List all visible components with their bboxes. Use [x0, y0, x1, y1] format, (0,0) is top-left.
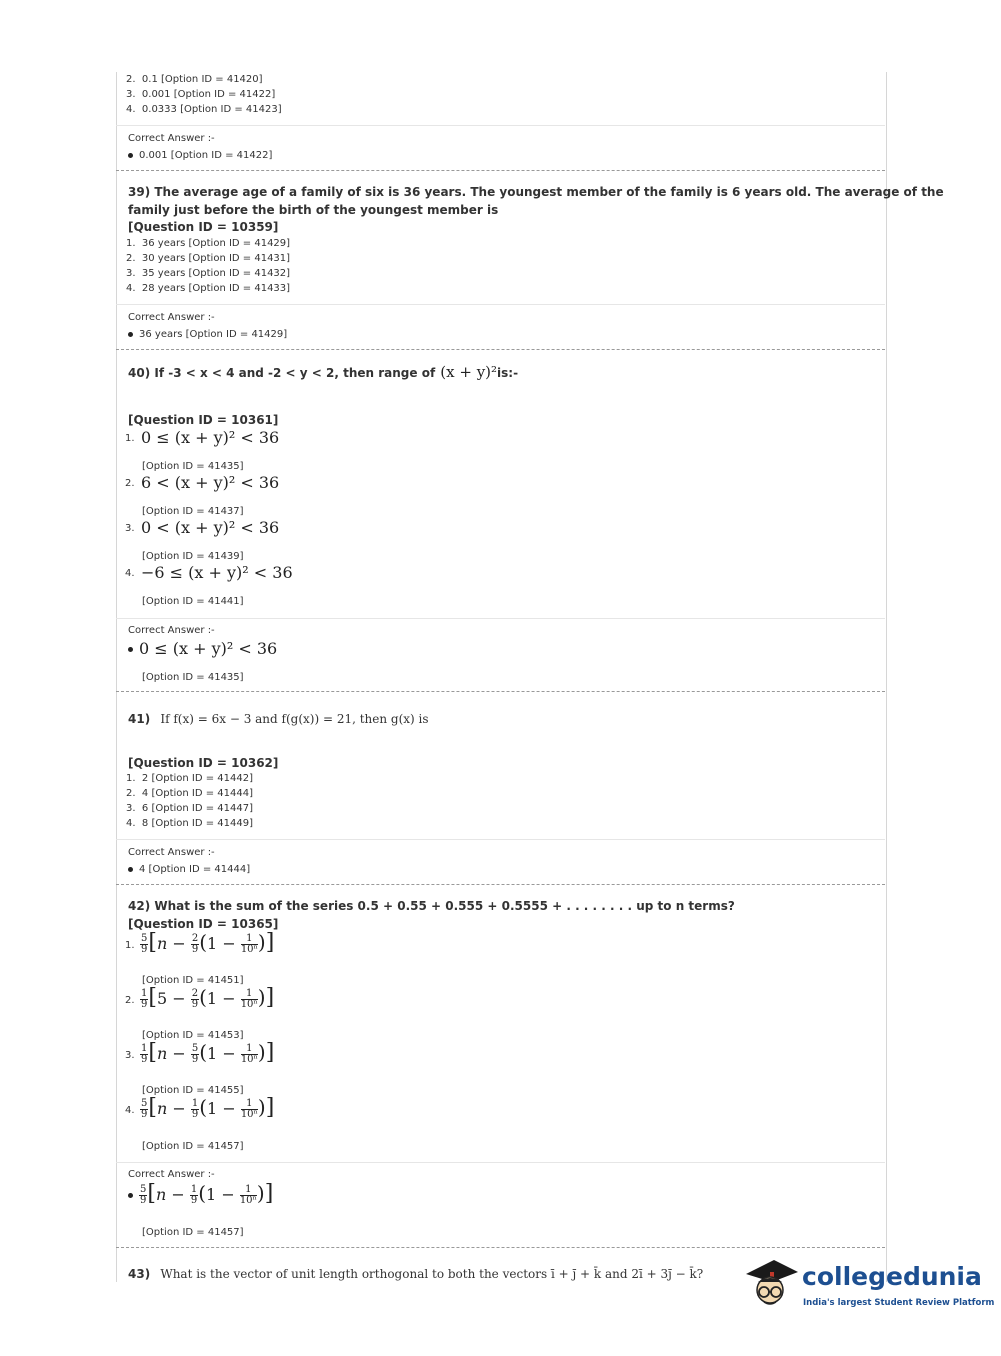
q42-option-3-math: $\frac{1}{9}$ [n − $\frac{5}{9}$ (1 − $\frac{1}{\text{10ⁿ}}$ )]: [141, 1040, 275, 1065]
q40-option-3-id: [Option ID = 41439]: [142, 551, 244, 562]
question-separator: [116, 691, 885, 692]
option-number: 2.: [125, 995, 135, 1006]
q42-correct-answer-math: $\frac{5}{9}$ [n − $\frac{1}{9}$ (1 − $\frac{1}{\text{10ⁿ}}$ )]: [128, 1181, 273, 1206]
divider: [116, 618, 885, 619]
q39-option-1: 1. 36 years [Option ID = 41429]: [126, 238, 291, 249]
correct-answer-label: Correct Answer :-: [128, 847, 215, 858]
q40-option-2-math: 6 < (x + y)² < 36: [141, 473, 280, 492]
q43-text: 43) What is the vector of unit length orthogonal to both the vectors ī + j̄ + k̄ and 2ī + 3j̄ − k̄?: [128, 1267, 704, 1281]
q40-option-3-math: 0 < (x + y)² < 36: [141, 518, 280, 537]
q40-option-2-id: [Option ID = 41437]: [142, 506, 244, 517]
option-number: 2.: [125, 478, 135, 489]
q39-correct-answer: 36 years [Option ID = 41429]: [128, 329, 287, 340]
q41-text: 41) If f(x) = 6x − 3 and f(g(x)) = 21, then g(x) is: [128, 712, 429, 726]
q42-question-id: [Question ID = 10365]: [128, 917, 279, 931]
correct-answer-label: Correct Answer :-: [128, 625, 215, 636]
q38-option-3: 3. 0.001 [Option ID = 41422]: [126, 89, 276, 100]
q41-option-4: 4. 8 [Option ID = 41449]: [126, 818, 253, 829]
option-number: 1.: [125, 433, 135, 444]
q40-correct-answer-id: [Option ID = 41435]: [142, 672, 244, 683]
logo-wordmark: collegedunia: [802, 1262, 982, 1291]
q39-question-id: [Question ID = 10359]: [128, 220, 279, 234]
divider: [116, 125, 885, 126]
q39-option-4: 4. 28 years [Option ID = 41433]: [126, 283, 291, 294]
q40-question-id: [Question ID = 10361]: [128, 413, 279, 427]
divider: [116, 1162, 885, 1163]
q41-option-1: 1. 2 [Option ID = 41442]: [126, 773, 253, 784]
question-separator: [116, 1247, 885, 1248]
q39-option-3: 3. 35 years [Option ID = 41432]: [126, 268, 291, 279]
divider: [116, 304, 885, 305]
q40-option-1-id: [Option ID = 41435]: [142, 461, 244, 472]
q42-option-1-id: [Option ID = 41451]: [142, 975, 244, 986]
q39-option-2: 2. 30 years [Option ID = 41431]: [126, 253, 291, 264]
q39-text-line1: 39) The average age of a family of six is 36 years. The youngest member of the family is 6 years old. The average of the: [128, 185, 944, 199]
q42-option-2-math: $\frac{1}{9}$ [5 − $\frac{2}{9}$ (1 − $\frac{1}{\text{10ⁿ}}$ )]: [141, 985, 275, 1010]
q41-option-2: 2. 4 [Option ID = 41444]: [126, 788, 253, 799]
question-separator: [116, 884, 885, 885]
q38-option-2: 2. 0.1 [Option ID = 41420]: [126, 74, 263, 85]
correct-answer-label: Correct Answer :-: [128, 312, 215, 323]
q42-text: 42) What is the sum of the series 0.5 + 0.55 + 0.555 + 0.5555 + . . . . . . . . up to n terms?: [128, 899, 735, 913]
q40-option-4-id: [Option ID = 41441]: [142, 596, 244, 607]
q38-correct-answer: 0.001 [Option ID = 41422]: [128, 150, 272, 161]
q40-option-1-math: 0 ≤ (x + y)² < 36: [141, 428, 280, 447]
question-separator: [116, 349, 885, 350]
option-number: 3.: [125, 523, 135, 534]
divider: [116, 839, 885, 840]
option-number: 1.: [125, 940, 135, 951]
q42-correct-answer-id: [Option ID = 41457]: [142, 1227, 244, 1238]
q42-option-4-math: $\frac{5}{9}$ [n − $\frac{1}{9}$ (1 − $\frac{1}{\text{10ⁿ}}$ )]: [141, 1095, 275, 1120]
collegedunia-mascot-icon: [744, 1252, 800, 1312]
correct-answer-label: Correct Answer :-: [128, 1169, 215, 1180]
q42-option-4-id: [Option ID = 41457]: [142, 1141, 244, 1152]
option-number: 3.: [125, 1050, 135, 1061]
question-separator: [116, 170, 885, 171]
logo-tagline: India's largest Student Review Platform: [803, 1298, 995, 1308]
option-number: 4.: [125, 568, 135, 579]
q40-option-4-math: −6 ≤ (x + y)² < 36: [141, 563, 293, 582]
q40-text: 40) If -3 < x < 4 and -2 < y < 2, then range of (x + y)²is:-: [128, 363, 519, 381]
q39-text-line2: family just before the birth of the youngest member is: [128, 203, 499, 217]
q41-correct-answer: 4 [Option ID = 41444]: [128, 864, 250, 875]
q42-option-3-id: [Option ID = 41455]: [142, 1085, 244, 1096]
q41-question-id: [Question ID = 10362]: [128, 756, 279, 770]
q41-option-3: 3. 6 [Option ID = 41447]: [126, 803, 253, 814]
q40-correct-answer-math: 0 ≤ (x + y)² < 36: [128, 639, 277, 658]
q42-option-1-math: $\frac{5}{9}$ [n − $\frac{2}{9}$ (1 − $\frac{1}{\text{10ⁿ}}$ )]: [141, 930, 275, 955]
option-number: 4.: [125, 1105, 135, 1116]
q38-option-4: 4. 0.0333 [Option ID = 41423]: [126, 104, 282, 115]
q42-option-2-id: [Option ID = 41453]: [142, 1030, 244, 1041]
correct-answer-label: Correct Answer :-: [128, 133, 215, 144]
